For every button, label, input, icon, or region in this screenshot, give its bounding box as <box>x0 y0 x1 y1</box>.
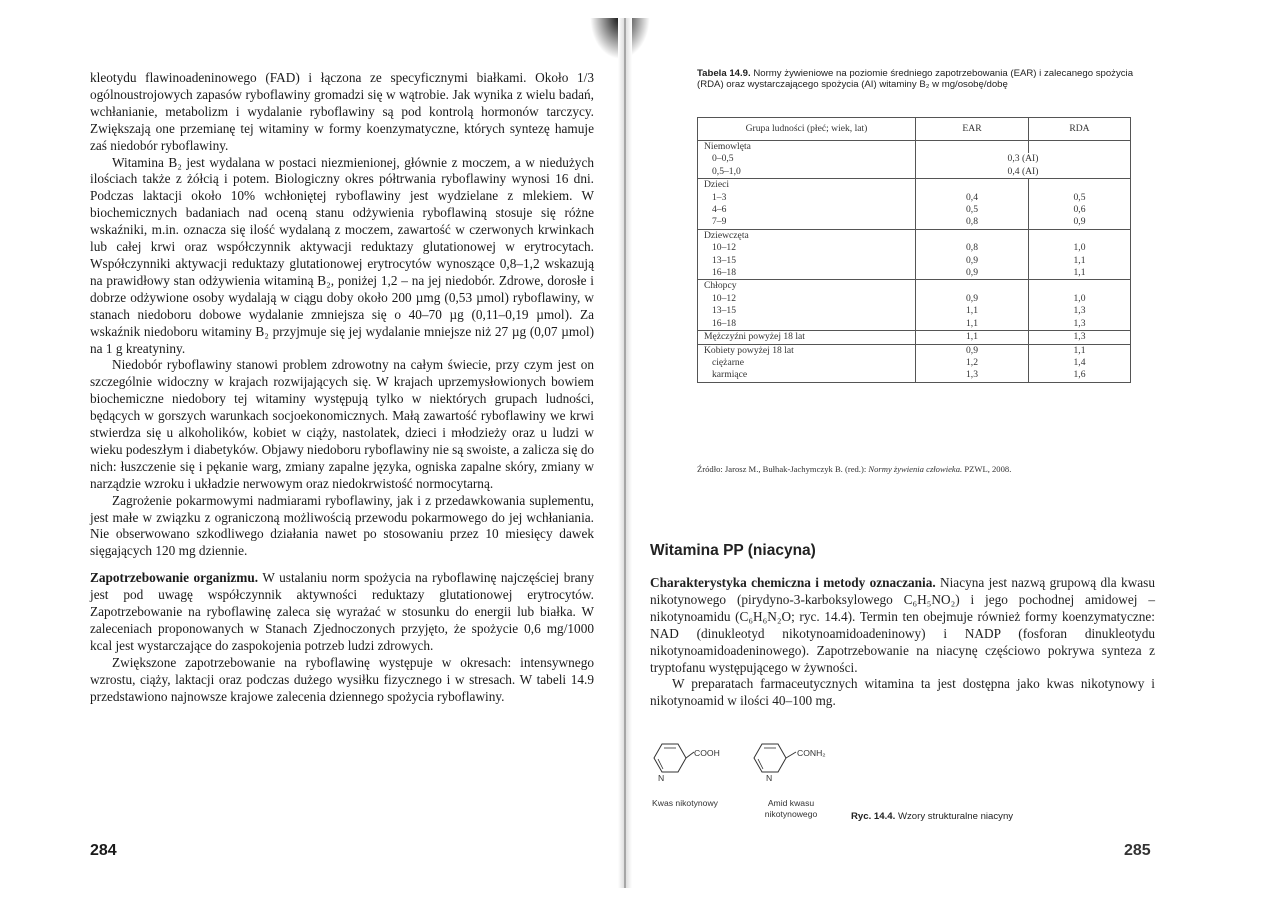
table-caption <box>697 68 1137 90</box>
mol2-group: CONH₂ <box>797 748 826 758</box>
row-ear: 0,8 <box>916 216 1029 229</box>
paragraph: W preparatach farmaceutycznych witamina ta jest dostępna jako kwas nikotynowy i nikotynoamid w ilości 40–100 mg. <box>650 676 1155 709</box>
row-rda: 1,0 <box>1029 293 1131 305</box>
group-name: Chłopcy <box>698 280 916 293</box>
group-ear <box>916 141 1029 154</box>
row-rda: 1,3 <box>1029 318 1131 331</box>
row-label: 7–9 <box>698 216 916 229</box>
row-rda: 1,1 <box>1029 267 1131 280</box>
header-ear: EAR <box>916 118 1029 141</box>
row-ear: 0,5 <box>916 204 1029 216</box>
header-rda: RDA <box>1029 118 1131 141</box>
page-number-left: 284 <box>90 842 117 859</box>
row-label: 10–12 <box>698 242 916 254</box>
table-row <box>698 305 1131 317</box>
mol2-name: Amid kwasu nikotynowego <box>764 798 818 819</box>
row-label: 13–15 <box>698 255 916 267</box>
figure-caption-label: Ryc. 14.4. <box>851 811 896 822</box>
table-caption-text: Normy żywieniowe na poziomie średniego zapotrzebowania (EAR) i zalecanego spożycia (RDA) oraz wystarczającego spożycia (AI) witaminy B₂ w mg/osobę/dobę <box>697 68 1134 90</box>
row-ear: 1,1 <box>916 305 1029 317</box>
row-label: 16–18 <box>698 318 916 331</box>
row-label: 0,5–1,0 <box>698 166 916 179</box>
group-ear: 0,9 <box>916 344 1029 357</box>
table-group-row <box>698 280 1131 293</box>
paragraph: Zagrożenie pokarmowymi nadmiarami ryboflawiny, jak i z przedawkowania suplementu, jest małe w związku z ograniczoną możliwością przewodu pokarmowego do jej wchłaniania. Nie obserwowano szkodliwego działania nawet po stosowaniu przez 10 miesięcy dawek sięgających 120 mg dziennie. <box>90 492 594 559</box>
table-row <box>698 192 1131 204</box>
norms-table-body <box>698 141 1131 383</box>
paragraph: Niedobór ryboflawiny stanowi problem zdrowotny na całym świecie, przy czym jest on szczególnie widoczny w krajach rozwijających się. W krajach uprzemysłowionych bowiem biochemiczne niedobory tej witaminy występują tylko w niektórych grupach ludności, będących w gorszych warunkach socjoekonomicznych. Małą zawartość ryboflawiny we krwi stwierdza się u alkoholików, kobiet w ciąży, nastolatek, dzieci i młodzieży oraz u ludzi w wieku podeszłym i diabetyków. Objawy niedoboru ryboflawiny nie są swoiste, a zalicza się do nich: łuszczenie się i pękanie warg, zmiany zapalne języka, ogniska zapalne skóry, zmiany w narządzie wzroku i układzie nerwowym oraz niedokrwistość normocytarną. <box>90 357 594 491</box>
mol1-name: Kwas nikotynowy <box>652 798 718 808</box>
table-row <box>698 204 1131 216</box>
group-name: Niemowlęta <box>698 141 916 154</box>
paragraph: Witamina B₂ jest wydalana w postaci niezmienionej, głównie z moczem, a w niedużych ilościach także z żółcią i potem. Biologiczny okres półtrwania ryboflawiny wynosi 16 dni. Podczas laktacji około 10% wchłoniętej ryboflawiny jest wydzielane z mlekiem. W biochemicznych badaniach nad oceną stanu odżywienia ryboflawiną stosuje się różne wskaźniki, m.in. oznacza się ilość wydalaną z moczem, zawartość w czerwonych krwinkach lub całej krwi oraz współczynnik aktywacji reduktazy glutationowej w erytrocytach. Współczynniki aktywacji reduktazy glutationowej erytrocytów wynoszące 0,8–1,2 wskazują na prawidłowy stan odżywienia witaminą B₂, poniżej 1,2 – na jej niedobór. Zdrowe, dorosłe i dobrze odżywione osoby wydalają w ciągu doby około 200 µmg (0,53 µmol) ryboflawiny, w stanach niedoboru dobowe wydalanie zmniejsza się o 40–70 µg (0,11–0,19 µmol). Za wskaźnik niedoboru witaminy B₂ przyjmuje się jej wydalanie mniejsze niż 27 µg (0,07 µmol) na 1 g kreatyniny. <box>90 154 594 356</box>
group-rda <box>1029 229 1131 242</box>
mol2-atom: N <box>766 773 773 783</box>
table-row <box>698 153 1131 165</box>
row-rda: 1,3 <box>1029 305 1131 317</box>
table-caption-label: Tabela 14.9. <box>697 68 751 79</box>
table-group-row <box>698 344 1131 357</box>
row-label: 13–15 <box>698 305 916 317</box>
group-rda: 1,1 <box>1029 344 1131 357</box>
row-rda: 1,6 <box>1029 369 1131 382</box>
row-label: ciężarne <box>698 357 916 369</box>
row-ear: 0,4 <box>916 192 1029 204</box>
figure-caption <box>851 811 1013 822</box>
group-ear <box>916 229 1029 242</box>
table-row <box>698 242 1131 254</box>
paragraph: Zwiększone zapotrzebowanie na ryboflawinę występuje w okresach: intensywnego wzrostu, ciąży, laktacji oraz podczas dużego wysiłku fizycznego i w stresach. W tabeli 14.9 przedstawiono najnowsze krajowe zalecenia dziennego spożycia ryboflawiny. <box>90 654 594 704</box>
row-rda: 0,9 <box>1029 216 1131 229</box>
row-rda: 1,1 <box>1029 255 1131 267</box>
mol1-atom: N <box>658 773 665 783</box>
row-label: 0–0,5 <box>698 153 916 165</box>
table-row <box>698 293 1131 305</box>
row-label: 4–6 <box>698 204 916 216</box>
row-rda: 1,0 <box>1029 242 1131 254</box>
header-group: Grupa ludności (płeć; wiek, lat) <box>698 118 916 141</box>
table-row <box>698 216 1131 229</box>
group-rda <box>1029 141 1131 154</box>
paragraph-lead: Charakterystyka chemiczna i metody oznaczania. <box>650 575 936 590</box>
row-value-combined: 0,3 (AI) <box>916 153 1131 165</box>
norms-table <box>697 117 1131 383</box>
source-prefix: Źródło: Jarosz M., Bułhak-Jachymczyk B. (red.): <box>697 464 869 474</box>
row-label: Mężczyźni powyżej 18 lat <box>698 331 916 344</box>
table-group-row <box>698 179 1131 192</box>
paragraph-body: W ustalaniu norm spożycia na ryboflawinę najczęściej brany jest pod uwagę współczynnik aktywności reduktazy glutationowej erytrocytów. Zapotrzebowanie na ryboflawinę zaleca się wyrażać w stosunku do energii lub białka. W zaleceniach proponowanych w Stanach Zjednoczonych przyjęto, że spożycie 0,6 mg/1000 kcal jest wystarczające do zaspokojenia potrzeb ludzi zdrowych. <box>90 570 594 653</box>
row-ear: 1,3 <box>916 369 1029 382</box>
paragraph-lead: Zapotrzebowanie organizmu. <box>90 570 259 586</box>
left-text-column <box>90 70 594 706</box>
group-rda <box>1029 179 1131 192</box>
table-source <box>697 464 1131 475</box>
row-ear: 1,1 <box>916 318 1029 331</box>
section-heading: Witamina PP (niacyna) <box>650 542 816 559</box>
row-ear: 0,8 <box>916 242 1029 254</box>
source-suffix: PZWL, 2008. <box>962 464 1012 474</box>
group-name: Dziewczęta <box>698 229 916 242</box>
group-ear <box>916 280 1029 293</box>
book-gutter <box>618 18 632 888</box>
row-ear: 0,9 <box>916 267 1029 280</box>
row-label: 10–12 <box>698 293 916 305</box>
page-number-right: 285 <box>1124 842 1151 859</box>
paragraph <box>650 575 1155 676</box>
right-text-column <box>650 575 1155 710</box>
row-label: 1–3 <box>698 192 916 204</box>
row-rda: 0,5 <box>1029 192 1131 204</box>
group-rda <box>1029 280 1131 293</box>
group-name: Dzieci <box>698 179 916 192</box>
group-name: Kobiety powyżej 18 lat <box>698 344 916 357</box>
row-ear: 0,9 <box>916 255 1029 267</box>
group-ear <box>916 179 1029 192</box>
row-label: karmiące <box>698 369 916 382</box>
table-row <box>698 166 1131 179</box>
paragraph: kleotydu flawinoadeninowego (FAD) i łączona ze specyficznymi białkami. Około 1/3 ogólnoustrojowych zapasów ryboflawiny gromadzi się w wątrobie. Jak wynika z wielu badań, wchłanianie, metabolizm i wydalanie ryboflawiny są pod kontrolą hormonów tarczycy. Zwiększają one przemianę tej witaminy w formy koenzymatyczne, których syntezę hamuje zaś niedobór ryboflawiny. <box>90 70 594 153</box>
paragraph-body: Niacyna jest nazwą grupową dla kwasu nikotynowego (pirydyno-3-karboksylowego C₆H₅NO₂) i jego pochodnej amidowej – nikotynoamidu (C₆H₆N₂O; ryc. 14.4). Termin ten obejmuje również formy koenzymatyczne: NAD (dinukleotyd nikotynoamidoadeninowy) i NADP (fosforan dinukleotydu nikotynoamidoadeninowego). Zapotrzebowanie na niacynę częściowo pokrywa synteza z tryptofanu występującego w żywności. <box>650 575 1155 675</box>
row-ear: 0,9 <box>916 293 1029 305</box>
row-ear: 1,1 <box>916 331 1029 344</box>
row-rda: 1,4 <box>1029 357 1131 369</box>
left-page <box>0 0 625 899</box>
row-label: 16–18 <box>698 267 916 280</box>
table-group-row <box>698 229 1131 242</box>
paragraph <box>90 570 594 655</box>
table-row <box>698 331 1131 344</box>
table-row <box>698 318 1131 331</box>
mol1-group: COOH <box>694 748 720 758</box>
table-row <box>698 357 1131 369</box>
figure-caption-text: Wzory strukturalne niacyny <box>895 811 1014 822</box>
table-row <box>698 369 1131 382</box>
source-title: Normy żywienia człowieka. <box>868 464 963 474</box>
row-rda: 1,3 <box>1029 331 1131 344</box>
row-rda: 0,6 <box>1029 204 1131 216</box>
table-group-row <box>698 141 1131 154</box>
row-value-combined: 0,4 (AI) <box>916 166 1131 179</box>
row-ear: 1,2 <box>916 357 1029 369</box>
table-row <box>698 255 1131 267</box>
table-row <box>698 267 1131 280</box>
